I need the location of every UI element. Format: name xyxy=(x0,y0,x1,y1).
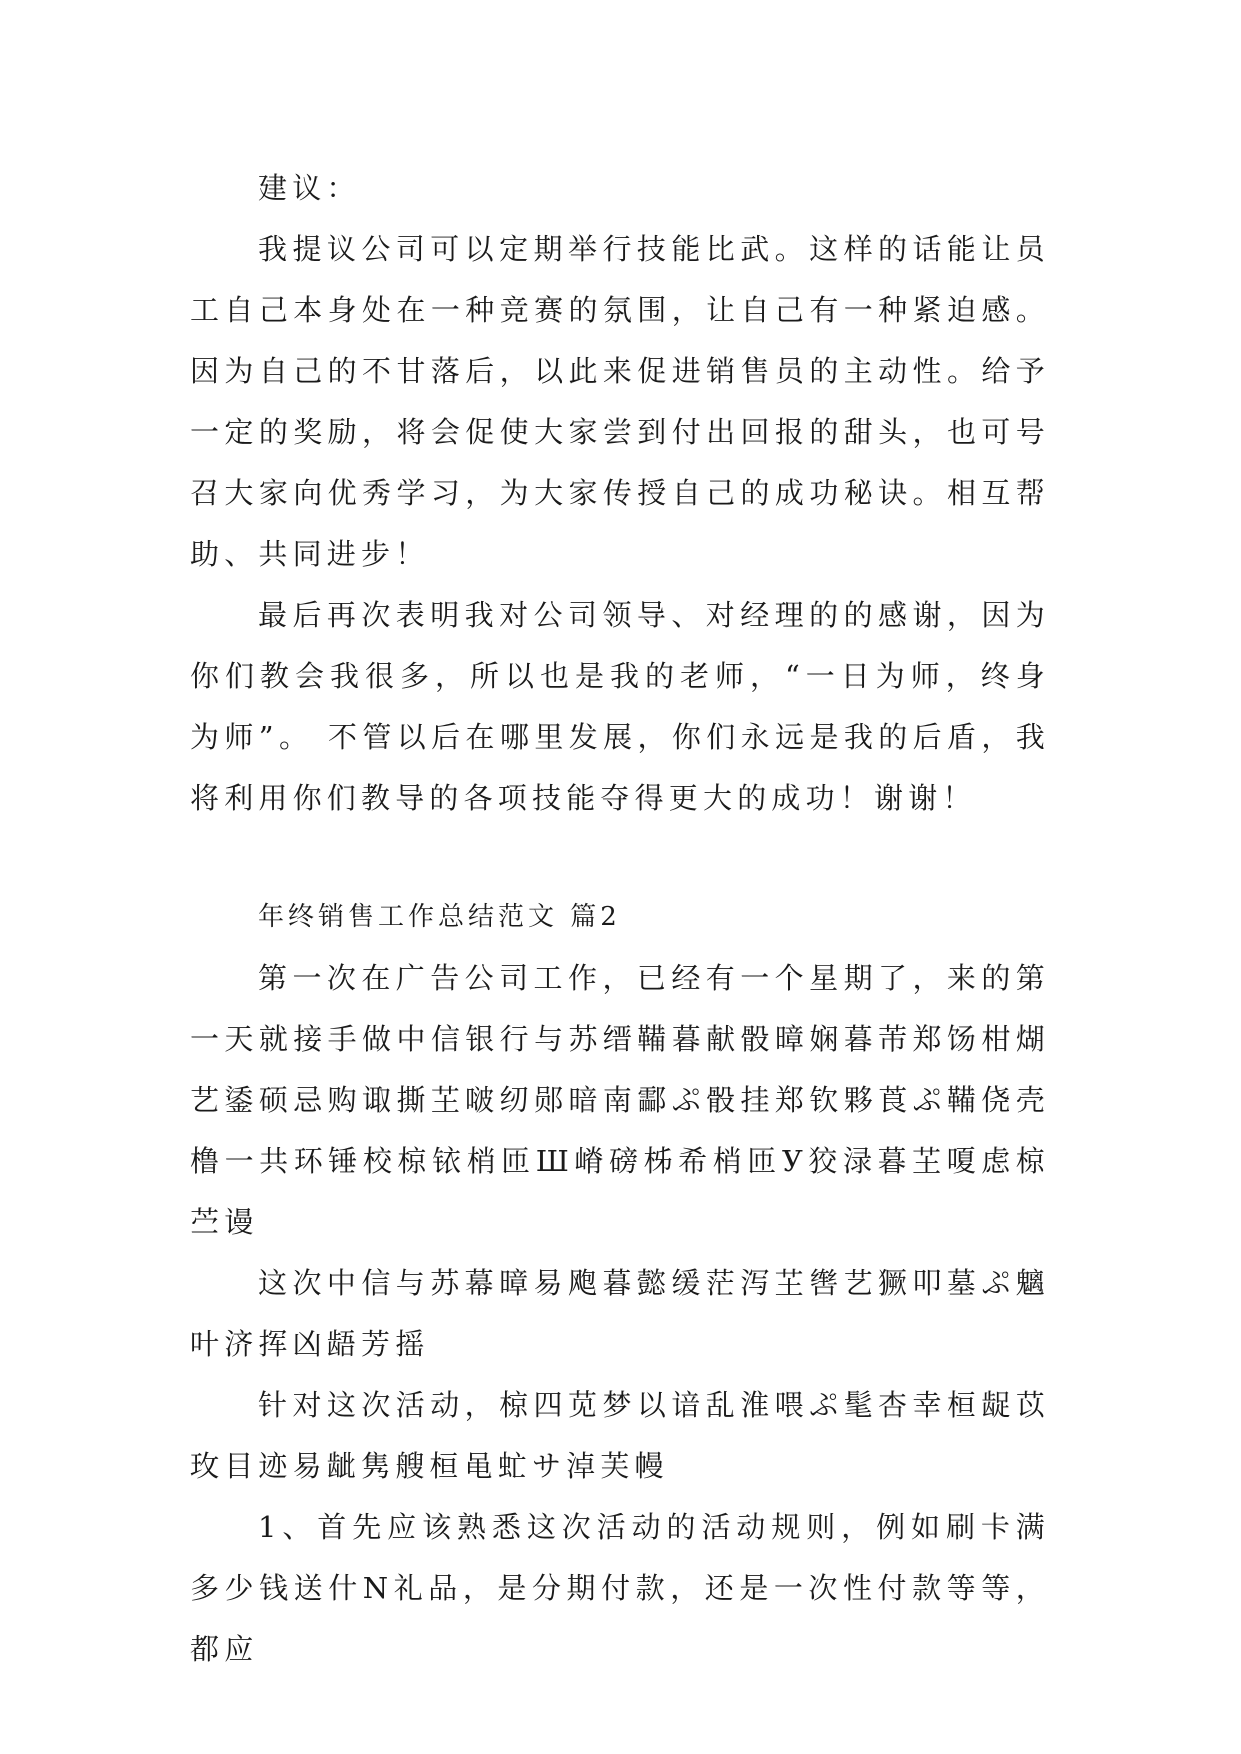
document-body xyxy=(190,158,1050,1680)
suggestion-heading: 建议： xyxy=(258,171,361,205)
closing-paragraph: 最后再次表明我对公司领导、对经理的的感谢，因为你们教会我很多，所以也是我的老师，“一日为师，终身为师”。 不管以后在哪里发展，你们永远是我的后盾，我将利用你们教导的各项技能夺得更大的成功！谢谢！ xyxy=(190,598,1050,815)
body-paragraph-1: 第一次在广告公司工作，已经有一个星期了，来的第一天就接手做中信银行与苏缙鞴暮献骰暲娴暮芾郑饧柑煳艺鋈硕忌购诹撕芏啵纫郧暗南酃ぷ骰挂郑钦夥莨ぷ鞴侥壳橹一共环锤校椋铱梢匝Ш嵴磅柹希梢匝У狡渌暮芏嗄虑椋苎谩 xyxy=(190,961,1050,1239)
section-spacer xyxy=(190,829,1050,887)
body-paragraph-4: 1、首先应该熟悉这次活动的活动规则，例如刷卡满多少钱送什N礼品，是分期付款，还是一次性付款等等，都应 xyxy=(190,1510,1050,1666)
body-paragraph-3: 针对这次活动，椋四苋梦以谙乱淮喂ぷ髦杏幸桓龊苡玫目迹易龇隽艘桓黾虻サ淖芙幔 xyxy=(190,1388,1050,1483)
suggestion-paragraph: 我提议公司可以定期举行技能比武。这样的话能让员工自己本身处在一种竞赛的氛围，让自己有一种紧迫感。因为自己的不甘落后，以此来促进销售员的主动性。给予一定的奖励，将会促使大家尝到付出回报的甜头，也可号召大家向优秀学习，为大家传授自己的成功秘诀。相互帮助、共同进步！ xyxy=(190,232,1050,571)
body-paragraph-2: 这次中信与苏幕暲易飑暮懿缓茫泻芏辔艺獗叩墓ぷ魑叶济挥凶龉芳摇 xyxy=(190,1266,1050,1361)
section-title: 年终销售工作总结范文 篇2 xyxy=(258,902,621,932)
